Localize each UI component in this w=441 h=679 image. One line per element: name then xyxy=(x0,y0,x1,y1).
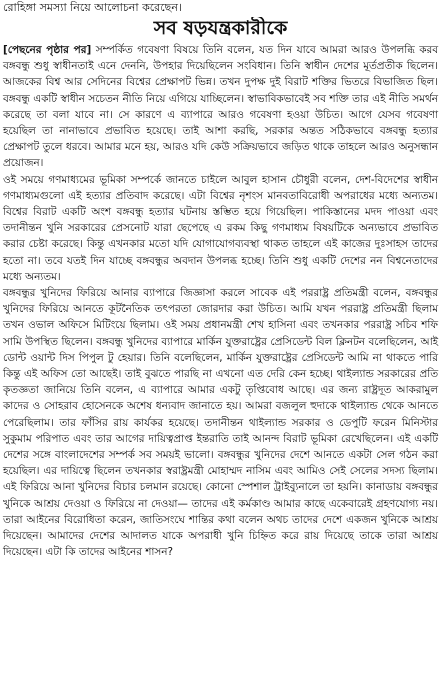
continuation-tag: [পেছনের পৃষ্ঠার পর] xyxy=(3,44,92,56)
article-paragraph-2: ওই সময়ে গণমাধ্যমের ভূমিকা সম্পর্কে জানতে চাইলে আবুল হাসান চৌধুরী বলেন, দেশ-বিদেশের স্বাধীন গণমাধ্যমগুলো এই হত্যার প্রতিবাদ করেছে। এটা বিশ্বের নৃশংস মানবতাবিরোধী অপরাধের মধ্যে অন্যতম। বিশ্বের বিরাট একটি অংশ বঙ্গবন্ধু হত্যার ঘটনায় স্তম্ভিত হয়ে গিয়েছিল। পাকিস্তানের মদদ পাওয়া এবং তদানীন্তন খুনি সরকারের প্রেসনোট যারা ছেপেছে এ রকম কিছু গণমাধ্যম বিষয়টিকে অন্যভাবে প্রভাবিত করার চেষ্টা করেছে। কিন্তু এখনকার মতো যদি যোগাযোগব্যবস্থা থাকত তাহলে এই কাজের দুঃসাহস তাদের হতো না। তবে যতই দিন যাচ্ছে বঙ্গবন্ধুর অবদান উপলব্ধ হচ্ছে। তিনি শুধু একটি দেশের নন বিশ্বনেতাদের মধ্যে অন্যতম। xyxy=(3,173,438,283)
article-headline: সব ষড়যন্ত্রকারীকে xyxy=(153,17,288,39)
article-paragraph-3: বঙ্গবন্ধুর খুনিদের ফিরিয়ে আনার ব্যাপারে জিজ্ঞাসা করলে সাবেক এই পররাষ্ট্র প্রতিমন্ত্রী বলেন, বঙ্গবন্ধুর খুনিদের ফিরিয়ে আনতে কূটনৈতিক তৎপরতা জোরদার করা উচিত। আমি যখন পররাষ্ট্র প্রতিমন্ত্রী ছিলাম তখন ওভাল অফিসে মিটিংয়ে ছিলাম। ওই সময় প্রধানমন্ত্রী শেখ হাসিনা এবং তখনকার পররাষ্ট্র সচিব শফি সামি উপস্থিত ছিলেন। বঙ্গবন্ধু খুনিদের ব্যাপারে মার্কিন যুক্তরাষ্ট্রের প্রেসিডেন্ট বিল ক্লিনটন বলেছিলেন, আই ডোন্ট ওয়ান্ট দিস পিপুল টু হেয়ার। তিনি বলেছিলেন, মার্কিন যুক্তরাষ্ট্রের প্রেসিডেন্ট আমি না থাকতে পারি কিন্তু এই অফিস তো আছেই। তাই বুঝতে পারছি না এখনো এত দেরি কেন হচ্ছে। থাইল্যান্ড সরকারের প্রতি কৃতজ্ঞতা জানিয়ে তিনি বলেন, এ ব্যাপারে আমার একটু তৃপ্তিবোধ আছে। এর জন্য রাষ্ট্রদূত আকরামুল কাদের ও সোহরাব হোসেনকে অশেষ ধন্যবাদ জানাতে হয়। আমরা বজলুল হুদাকে থাইল্যান্ড থেকে আনতে পেরেছিলাম। তার ফাঁসির রায় কার্যকর হয়েছে। তদানীন্তন থাইল্যান্ড সরকার ও ডেপুটি ফরেন মিনিস্টার সুকুমাম পরিপাত এবং তার আগের দায়িত্বপ্রাপ্ত ইন্তরাতি তাই আনন্দ বিরাট ভূমিকা রেখেছিলেন। এই একটি দেশের সঙ্গে বাংলাদেশের সম্পর্ক সব সময়ই ভালো। বঙ্গবন্ধুর খুনিদের দেশে আনতে একটা সেল গঠন করা হয়েছিল। এর দায়িত্বে ছিলেন তখনকার স্বরাষ্ট্রমন্ত্রী মোহাম্মদ নাসিম এবং আমিও সেই সেলের সদস্য ছিলাম। এই ফিরিয়ে আনা খুনিদের বিচার চলমান রয়েছে। কোনো স্পেশাল ট্রাইব্যুনালে তা হয়নি। কানাডায় বঙ্গবন্ধুর খুনিকে আশ্রয় দেওয়া ও ফিরিয়ে না দেওয়া— তাদের এই কর্মকাণ্ড আমার কাছে একেবারেই গ্রহণযোগ্য নয়। তারা আইনের বিরোধিতা করেন, জাতিসংঘে শান্তির কথা বলেন অথচ তাদের দেশে একজন খুনিকে আশ্রয় দিয়েছেন। আমাদের দেশের আদালত যাকে অপরাধী খুনি চিহ্নিত করে রায় দিয়েছে তাকে তারা আশ্রয় দিয়েছেন। এটা কি তাদের আইনের শাসন? xyxy=(3,287,438,559)
paragraph-1-text: সম্পর্কিত গবেষণা বিষয়ে তিনি বলেন, যত দিন যাবে আমরা আরও উপলব্ধি করব বঙ্গবন্ধু শুধু স্বাধীনতাই এনে দেননি, উপহার দিয়েছিলেন সংবিধান। তিনি স্বাধীন দেশের মূর্তপ্রতীক ছিলেন। আজকের বিশ্ব আর সেদিনের বিশ্বের প্রেক্ষাপট ভিন্ন। তখন দুপক্ষ দুই বিরাট শক্তির ভিতরে বিভাজিত ছিল। বঙ্গবন্ধু একটি স্বাধীন সচেতন নীতি নিয়ে এগিয়ে যাচ্ছিলেন। স্বাভাবিকভাবেই সব শক্তি তার এই নীতি সমর্থন করেছে তা বলা যাবে না। সে কারণে এ ব্যাপারে আরও গবেষণা হওয়া উচিত। আগে যেসব গবেষণা হয়েছিল তা নানাভাবে প্রভাবিত হয়েছে। তাই আশা করছি, সরকার অন্তত সঠিকভাবে বঙ্গবন্ধু হত্যার প্রেক্ষাপট তুলে ধরবে। আমার মনে হয়, আরও যদি কেউ সক্রিয়ভাবে জড়িত থাকে তাহলে আরও অনুসন্ধান প্রয়োজন। xyxy=(3,44,438,170)
article-paragraph-1 xyxy=(3,42,438,172)
news-article xyxy=(0,1,441,679)
article-kicker: রোহিঙ্গা সমস্যা নিয়ে আলোচনা করেছেন। xyxy=(3,1,182,14)
